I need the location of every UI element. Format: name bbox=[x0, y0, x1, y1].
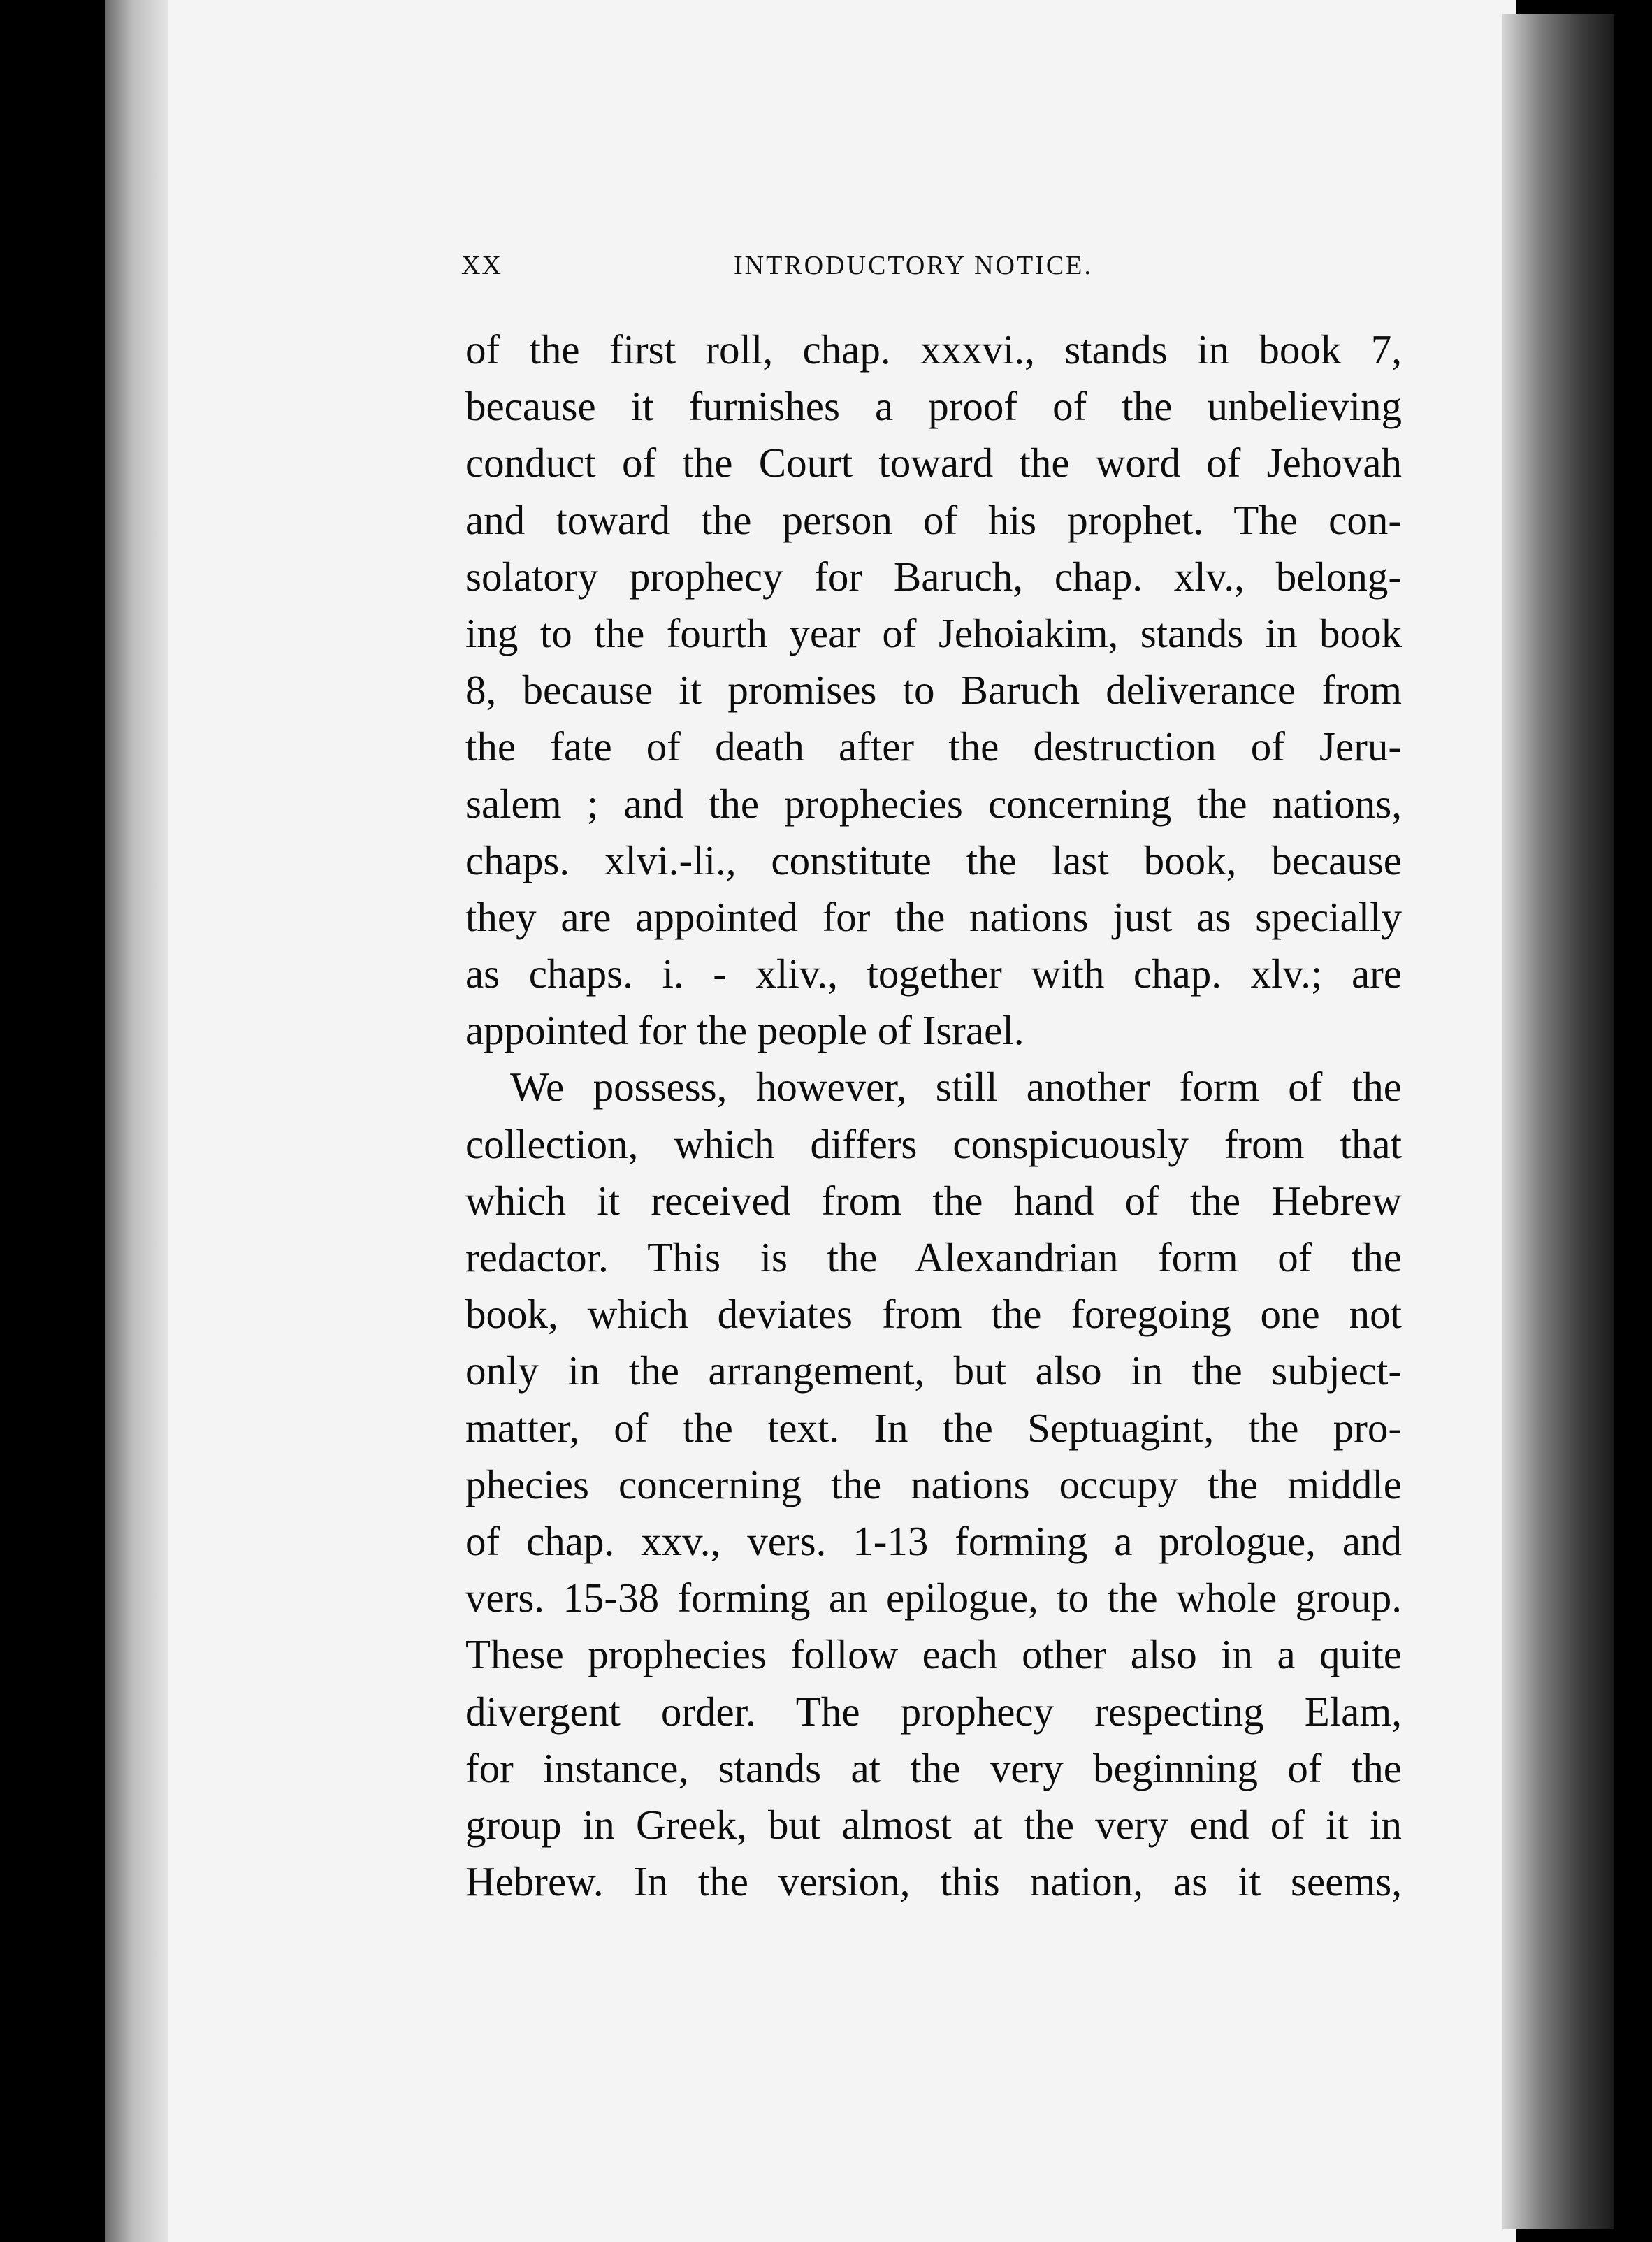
text-line: appointed for the people of Israel. bbox=[465, 1007, 1024, 1054]
text-line: conduct of the Court toward the word of Jehovah bbox=[465, 440, 1402, 486]
running-header bbox=[461, 250, 1405, 292]
text-line: for instance, stands at the very beginning of the bbox=[465, 1744, 1402, 1791]
text-line: of chap. xxv., vers. 1-13 forming a prologue, and bbox=[465, 1517, 1402, 1564]
text-line: collection, which differs conspicuously from that bbox=[465, 1120, 1402, 1167]
text-line: We possess, however, still another form of the bbox=[510, 1064, 1402, 1111]
text-line: they are appointed for the nations just as specially bbox=[465, 893, 1402, 940]
text-line: as chaps. i. - xliv., together with chap. xlv.; are bbox=[465, 950, 1402, 997]
text-line: divergent order. The prophecy respecting Elam, bbox=[465, 1688, 1402, 1735]
text-line: These prophecies follow each other also in a quite bbox=[465, 1631, 1402, 1678]
text-line: of the first roll, chap. xxxvi., stands in book 7, bbox=[465, 326, 1402, 373]
text-line: salem ; and the prophecies concerning the nations, bbox=[465, 780, 1402, 827]
text-line: vers. 15-38 forming an epilogue, to the whole group. bbox=[465, 1575, 1402, 1621]
text-line: ing to the fourth year of Jehoiakim, stands in book bbox=[465, 609, 1402, 656]
paragraph-1 bbox=[465, 321, 1402, 1059]
text-line: only in the arrangement, but also in the subject- bbox=[465, 1347, 1402, 1394]
text-line: Hebrew. In the version, this nation, as it seems, bbox=[465, 1858, 1402, 1905]
page-number: XX bbox=[461, 251, 502, 280]
text-line: because it furnishes a proof of the unbelieving bbox=[465, 383, 1402, 430]
text-line: book, which deviates from the foregoing one not bbox=[465, 1291, 1402, 1338]
body-text bbox=[465, 321, 1402, 1910]
text-line: chaps. xlvi.-li., constitute the last book, because bbox=[465, 837, 1402, 883]
text-line: solatory prophecy for Baruch, chap. xlv., belong- bbox=[465, 553, 1402, 600]
text-line: and toward the person of his prophet. The con- bbox=[465, 496, 1402, 543]
text-line: redactor. This is the Alexandrian form of the bbox=[465, 1234, 1402, 1280]
page-right-edge-shadow bbox=[1502, 14, 1614, 2229]
text-line: group in Greek, but almost at the very end of it in bbox=[465, 1801, 1402, 1848]
text-line: 8, because it promises to Baruch deliverance from bbox=[465, 667, 1402, 714]
page-left-edge-shadow bbox=[105, 0, 175, 2242]
running-title: INTRODUCTORY NOTICE. bbox=[734, 251, 1093, 280]
text-line: the fate of death after the destruction of Jeru- bbox=[465, 723, 1402, 770]
text-line: matter, of the text. In the Septuagint, the pro- bbox=[465, 1404, 1402, 1451]
paragraph-2 bbox=[465, 1059, 1402, 1910]
text-line: which it received from the hand of the Hebrew bbox=[465, 1177, 1402, 1224]
text-line: phecies concerning the nations occupy the middle bbox=[465, 1461, 1402, 1507]
